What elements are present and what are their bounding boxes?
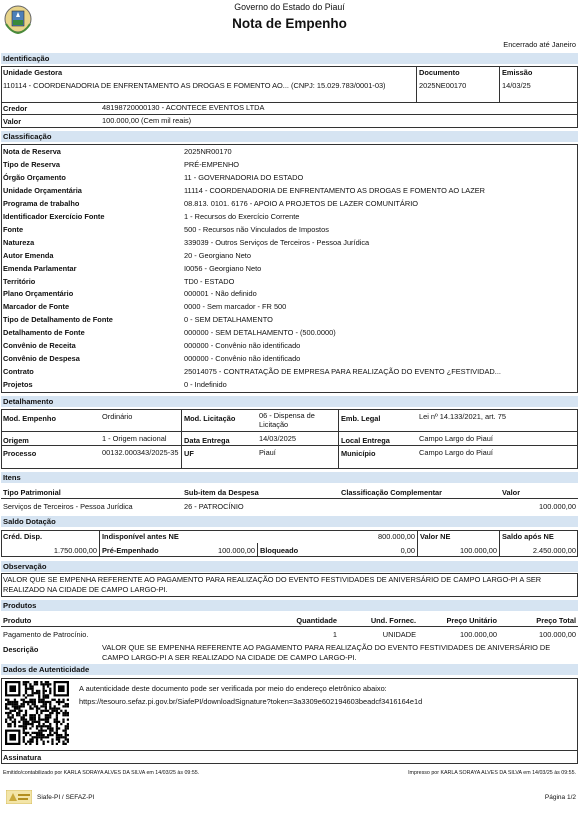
emb-legal-value: Lei nº 14.133/2021, art. 75 <box>419 412 506 421</box>
uf-label: UF <box>184 449 194 458</box>
produtos-cell-preco-unit: 100.000,00 <box>460 630 497 639</box>
tesouro-logo-icon <box>6 790 32 804</box>
classificacao-label: Emenda Parlamentar <box>3 263 77 273</box>
footer-impresso: Impresso por KARLA SORAYA ALVES DA SILVA em 14/03/25 às 09:55. <box>408 770 576 776</box>
produtos-header-und: Und. Fornec. <box>370 616 416 625</box>
bloqueado-label: Bloqueado <box>260 546 299 555</box>
classificacao-label: Identificador Exercício Fonte <box>3 211 105 221</box>
classificacao-label: Órgão Orçamento <box>3 172 66 182</box>
data-entrega-value: 14/03/2025 <box>259 434 296 443</box>
pre-empenhado-value: 100.000,00 <box>218 546 255 555</box>
produtos-cell-quantidade: 1 <box>332 630 337 639</box>
classificacao-value: 2025NR00170 <box>184 147 232 156</box>
classificacao-value: 11114 - COORDENADORIA DE ENFRENTAMENTO AS DROGAS E FOMENTO AO LAZER <box>184 185 486 195</box>
assinatura-label: Assinatura <box>3 753 42 762</box>
classificacao-value: TD0 - ESTADO <box>184 276 235 286</box>
produtos-header-preco-total: Preço Total <box>536 616 576 625</box>
classificacao-value: 1 - Recursos do Exercício Corrente <box>184 211 300 221</box>
classificacao-value: 11 - GOVERNADORIA DO ESTADO <box>184 172 304 182</box>
municipio-value: Campo Largo do Piauí <box>419 448 493 457</box>
classificacao-value: 25014075 - CONTRATAÇÃO DE EMPRESA PARA REALIZAÇÃO DO EVENTO ¿FESTIVIDAD... <box>184 367 501 377</box>
classificacao-value: I0056 - Georgiano Neto <box>184 263 262 273</box>
classificacao-label: Tipo de Detalhamento de Fonte <box>3 315 113 325</box>
classificacao-label: Território <box>3 276 36 286</box>
documento-label: Documento <box>419 68 460 77</box>
saldo-apos-label: Saldo após NE <box>502 532 554 541</box>
status-text: Encerrado até Janeiro <box>503 40 576 49</box>
itens-header-subitem: Sub-item da Despesa <box>184 488 259 497</box>
classificacao-label: Fonte <box>3 224 24 234</box>
itens-cell-tipo: Serviços de Terceiros - Pessoa Jurídica <box>3 502 133 511</box>
emissao-value: 14/03/25 <box>502 81 531 90</box>
itens-cell-subitem: 26 - PATROCÍNIO <box>184 502 244 511</box>
classificacao-label: Convênio de Despesa <box>3 354 80 364</box>
uf-value: Piauí <box>259 448 276 457</box>
credor-value: 48198720000130 - ACONTECE EVENTOS LTDA <box>102 103 265 112</box>
valor-value: 100.000,00 (Cem mil reais) <box>102 116 192 125</box>
ug-label: Unidade Gestora <box>3 68 63 77</box>
classificacao-label: Nota de Reserva <box>3 147 61 156</box>
descricao-value: VALOR QUE SE EMPENHA REFERENTE AO PAGAMENTO PARA REALIZAÇÃO DO EVENTO FESTIVIDADES DE ANIVERSÁRIO DE CAMPO LARGO-PI A SER REALIZADO NA CIDADE DE CAMPO LARGO-PI. <box>102 643 551 662</box>
classificacao-label: Plano Orçamentário <box>3 289 74 299</box>
classificacao-label: Tipo de Reserva <box>3 159 60 169</box>
classificacao-label: Marcador de Fonte <box>3 302 70 312</box>
descricao-label: Descrição <box>3 645 39 654</box>
saldo-apos-value: 2.450.000,00 <box>532 546 576 555</box>
valor-label: Valor <box>3 117 22 126</box>
section-itens: Itens <box>1 472 578 483</box>
cred-disp-label: Créd. Disp. <box>3 532 43 541</box>
bloqueado-value: 0,00 <box>400 546 415 555</box>
classificacao-label: Contrato <box>3 367 34 377</box>
processo-value: 00132.000343/2025-35 <box>102 448 179 457</box>
classificacao-value: PRÉ-EMPENHO <box>184 159 240 169</box>
classificacao-label: Convênio de Receita <box>3 341 76 351</box>
produtos-cell-preco-total: 100.000,00 <box>539 630 576 639</box>
classificacao-value: 0 - SEM DETALHAMENTO <box>184 315 273 325</box>
origem-value: 1 - Origem nacional <box>102 434 167 443</box>
section-autenticidade: Dados de Autenticidade <box>1 664 578 675</box>
document-title: Nota de Empenho <box>232 16 347 31</box>
section-classificacao: Classificação <box>1 131 578 142</box>
ug-value: 110114 - COORDENADORIA DE ENFRENTAMENTO AS DROGAS E FOMENTO AO... (CNPJ: 15.029.783/0001-03) <box>3 81 386 90</box>
itens-cell-valor: 100.000,00 <box>539 502 576 511</box>
government-title: Governo do Estado do Piauí <box>234 2 345 12</box>
autenticidade-url[interactable]: https://tesouro.sefaz.pi.gov.br/SiafePI/downloadSignature?token=3a3309e602194603beadcf3416164e1d <box>79 697 423 706</box>
local-entrega-value: Campo Largo do Piauí <box>419 434 493 443</box>
classificacao-value: 000001 - Não definido <box>184 289 257 299</box>
mod-licitacao-value: 06 - Dispensa de Licitação <box>259 411 315 429</box>
valor-ne-label: Valor NE <box>420 532 451 541</box>
indisponivel-label: Indisponível antes NE <box>102 532 179 541</box>
classificacao-value: 000000 - Convênio não identificado <box>184 341 301 351</box>
municipio-label: Município <box>341 449 376 458</box>
footer-page: Página 1/2 <box>544 794 576 801</box>
classificacao-label: Programa de trabalho <box>3 198 80 208</box>
produtos-cell-und: UNIDADE <box>382 630 416 639</box>
classificacao-label: Autor Emenda <box>3 250 54 260</box>
classificacao-value: 500 - Recursos não Vinculados de Impostos <box>184 224 329 234</box>
classificacao-label: Unidade Orçamentária <box>3 185 82 195</box>
observacao-text: VALOR QUE SE EMPENHA REFERENTE AO PAGAMENTO PARA REALIZAÇÃO DO EVENTO FESTIVIDADES DE ANIVERSÁRIO DE CAMPO LARGO-PI A SER REALIZADO NA CIDADE DE CAMPO LARGO-PI. <box>3 575 542 594</box>
classificacao-value: 000000 - Convênio não identificado <box>184 354 301 364</box>
mod-licitacao-label: Mod. Licitação <box>184 414 236 423</box>
classificacao-value: 339039 - Outros Serviços de Terceiros - Pessoa Jurídica <box>184 237 370 247</box>
emissao-label: Emissão <box>502 68 533 77</box>
footer-emitido: Emitido/contabilizado por KARLA SORAYA ALVES DA SILVA em 14/03/25 às 09:55. <box>3 770 200 776</box>
indisponivel-value: 800.000,00 <box>378 532 415 541</box>
classificacao-label: Detalhamento de Fonte <box>3 328 85 338</box>
section-observacao: Observação <box>1 561 578 572</box>
itens-header-valor: Valor <box>502 488 521 497</box>
documento-value: 2025NE00170 <box>419 81 467 90</box>
footer-system: Siafe-PI / SEFAZ-PI <box>37 794 95 801</box>
data-entrega-label: Data Entrega <box>184 436 230 445</box>
pre-empenhado-label: Pré-Empenhado <box>102 546 159 555</box>
classificacao-value: 000000 - SEM DETALHAMENTO - (500.0000) <box>184 328 336 338</box>
emb-legal-label: Emb. Legal <box>341 414 381 423</box>
classificacao-value: 20 - Georgiano Neto <box>184 250 251 260</box>
classificacao-label: Natureza <box>3 237 35 247</box>
origem-label: Origem <box>3 436 29 445</box>
mod-empenho-label: Mod. Empenho <box>3 414 56 423</box>
itens-header-classificacao: Classificação Complementar <box>341 488 443 497</box>
processo-label: Processo <box>3 449 37 458</box>
cred-disp-value: 1.750.000,00 <box>53 546 97 555</box>
autenticidade-text: A autenticidade deste documento pode ser verificada por meio do endereço eletrônico abaixo: <box>79 684 387 693</box>
classificacao-value: 0 - Indefinido <box>184 380 227 390</box>
produtos-header-preco-unit: Preço Unitário <box>446 616 497 625</box>
qr-code-icon <box>5 681 69 745</box>
identificacao-box <box>1 66 578 128</box>
produtos-cell-produto: Pagamento de Patrocínio. <box>3 630 89 639</box>
classificacao-value: 08.813. 0101. 6176 - APOIO A PROJETOS DE LAZER COMUNITÁRIO <box>184 198 418 208</box>
produtos-header-produto: Produto <box>3 616 32 625</box>
itens-header-tipo: Tipo Patrimonial <box>3 488 61 497</box>
valor-ne-value: 100.000,00 <box>460 546 497 555</box>
section-detalhamento: Detalhamento <box>1 396 578 407</box>
mod-empenho-value: Ordinário <box>102 412 133 421</box>
section-saldo-dotacao: Saldo Dotação <box>1 516 578 527</box>
section-identificacao: Identificação <box>1 53 578 64</box>
classificacao-label: Projetos <box>3 380 33 390</box>
classificacao-value: 0000 - Sem marcador - FR 500 <box>184 302 287 312</box>
credor-label: Credor <box>3 104 28 113</box>
section-produtos: Produtos <box>1 600 578 611</box>
produtos-header-quantidade: Quantidade <box>296 616 337 625</box>
local-entrega-label: Local Entrega <box>341 436 390 445</box>
